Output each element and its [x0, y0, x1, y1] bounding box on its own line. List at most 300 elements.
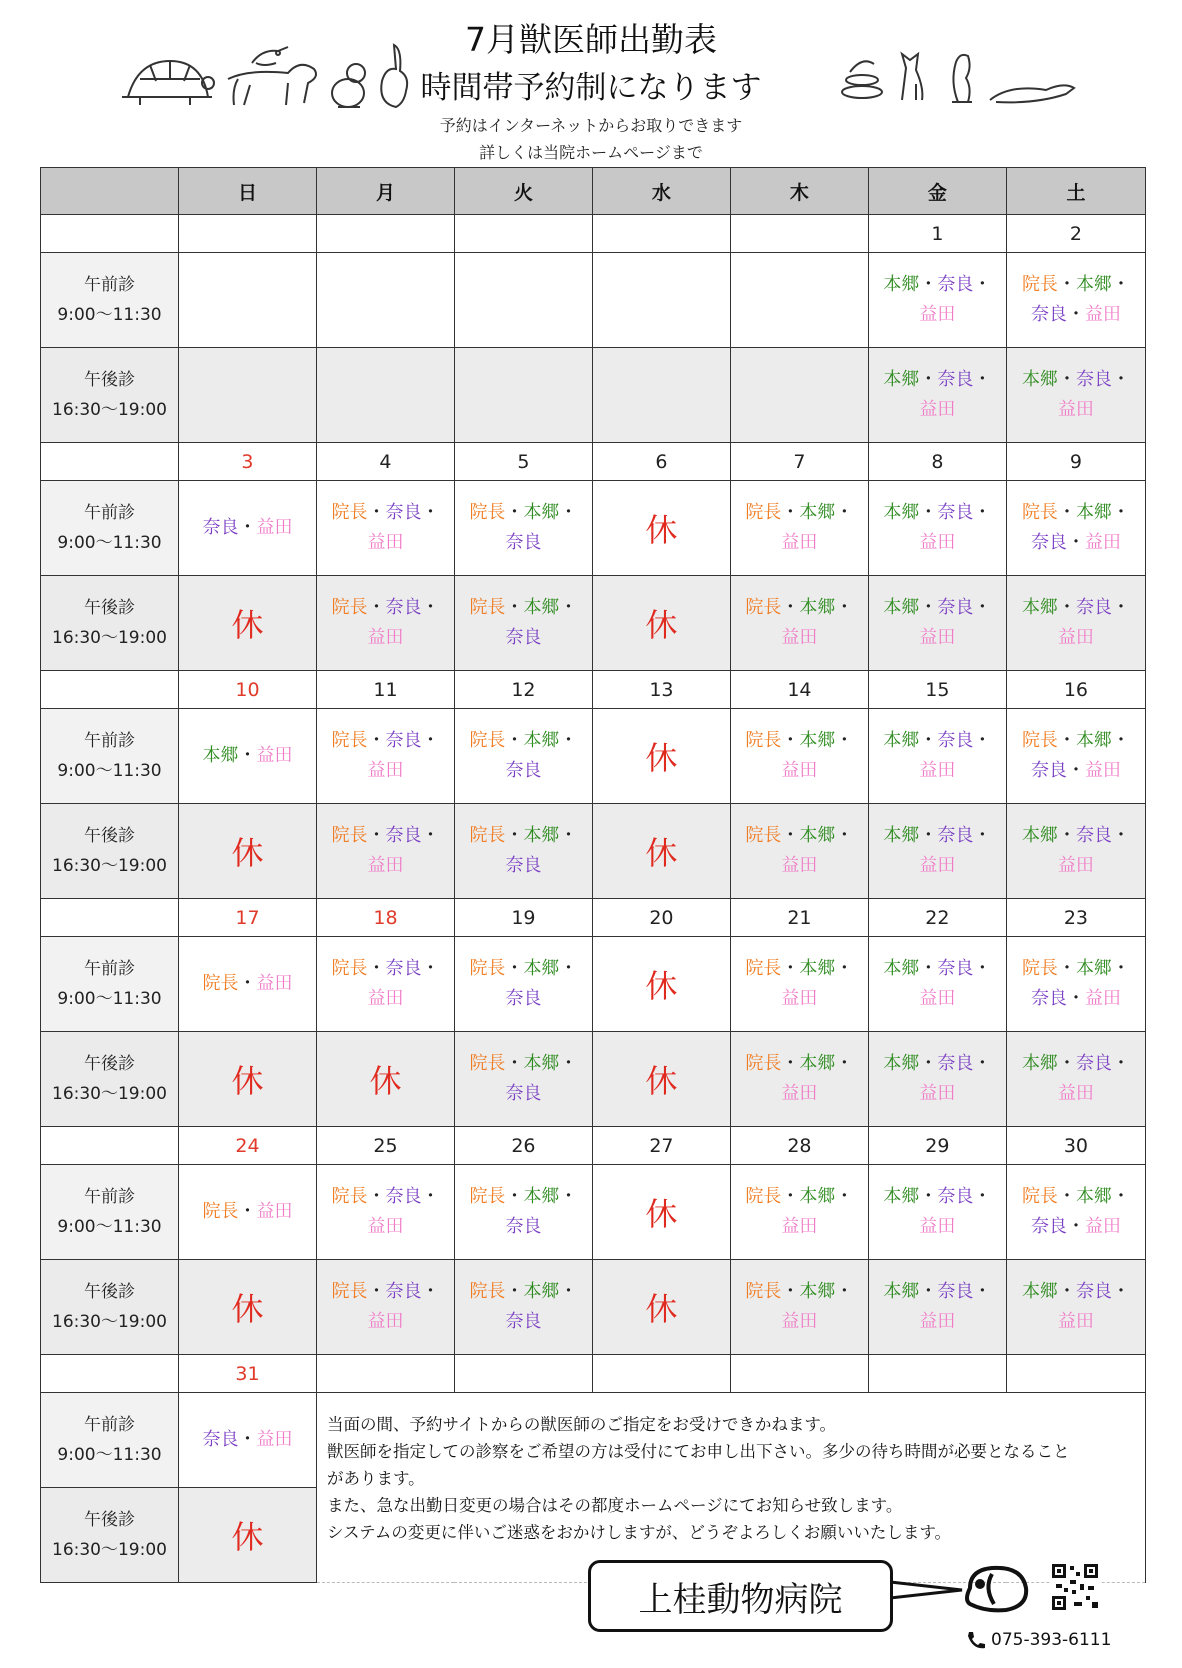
- separator-dot: ・: [559, 825, 578, 846]
- am-session-row: [41, 253, 1146, 348]
- date-cell: [316, 1355, 454, 1393]
- separator-dot: ・: [238, 973, 257, 994]
- pm-session-row: [41, 1032, 1146, 1127]
- separator-dot: ・: [1111, 958, 1130, 979]
- turtle-icon: [122, 61, 214, 105]
- separator-dot: ・: [919, 1281, 938, 1302]
- date-row-label-cell: [41, 671, 179, 709]
- schedule-cell: [868, 1032, 1006, 1127]
- vet-name: 益田: [781, 1216, 818, 1237]
- vet-list: [455, 593, 592, 653]
- vet-name: 院長: [469, 1053, 506, 1074]
- vet-name: 奈良: [937, 730, 974, 751]
- vet-list: [317, 954, 454, 1014]
- date-cell: 16: [1006, 671, 1145, 709]
- separator-dot: ・: [367, 502, 386, 523]
- vet-name: 院長: [202, 973, 239, 994]
- vet-name: 奈良: [937, 1186, 974, 1207]
- separator-dot: ・: [367, 958, 386, 979]
- vet-name: 本郷: [1021, 1281, 1058, 1302]
- date-cell: 21: [730, 899, 868, 937]
- vet-name: 益田: [919, 1216, 956, 1237]
- separator-dot: ・: [421, 597, 440, 618]
- vet-list: [731, 498, 868, 558]
- vet-list: [731, 726, 868, 786]
- closed-mark: 休: [231, 1062, 264, 1100]
- pm-label-text: 午後診: [83, 598, 135, 618]
- vet-name: 院長: [331, 1281, 368, 1302]
- schedule-cell: [316, 937, 454, 1032]
- vet-name: 奈良: [937, 825, 974, 846]
- vet-list: [317, 821, 454, 881]
- date-cell: 14: [730, 671, 868, 709]
- vet-list: [455, 1182, 592, 1242]
- schedule-cell: [316, 481, 454, 576]
- separator-dot: ・: [835, 502, 854, 523]
- schedule-cell: [730, 481, 868, 576]
- vet-list: [731, 821, 868, 881]
- notice-line: 当面の間、予約サイトからの獣医師のご指定をお受けできかねます。: [326, 1415, 836, 1434]
- vet-name: 本郷: [883, 958, 920, 979]
- separator-dot: ・: [973, 502, 992, 523]
- vet-name: 院長: [1021, 730, 1058, 751]
- dog-logo-icon: [960, 1560, 1040, 1620]
- pm-label-text: 午後診: [83, 1282, 135, 1302]
- vet-name: 益田: [1084, 760, 1121, 781]
- vet-list: [1007, 726, 1145, 786]
- separator-dot: ・: [1057, 1281, 1076, 1302]
- vet-name: 益田: [781, 1083, 818, 1104]
- schedule-cell: [454, 253, 592, 348]
- schedule-cell: [592, 937, 730, 1032]
- vet-name: 益田: [256, 517, 293, 538]
- date-cell: 1: [868, 215, 1006, 253]
- closed-mark: 休: [231, 606, 264, 644]
- closed-mark: 休: [645, 1195, 678, 1233]
- pm-session-label: [41, 1488, 179, 1583]
- date-cell: 30: [1006, 1127, 1145, 1165]
- date-cell: [730, 1355, 868, 1393]
- vet-list: [869, 365, 1006, 425]
- date-row: [41, 1355, 1146, 1393]
- pm-session-label: [41, 576, 179, 671]
- notice-line: があります。: [326, 1469, 425, 1488]
- schedule-cell: [592, 804, 730, 899]
- schedule-table: [40, 167, 1146, 1583]
- schedule-cell: [178, 1488, 316, 1583]
- vet-name: 本郷: [883, 274, 920, 295]
- vet-name: 益田: [919, 1083, 956, 1104]
- vet-name: 益田: [367, 988, 404, 1009]
- vet-name: 益田: [1057, 399, 1094, 420]
- vet-name: 奈良: [937, 502, 974, 523]
- date-cell: 12: [454, 671, 592, 709]
- booking-note: 予約はインターネットからお取りできます: [439, 116, 743, 135]
- schedule-cell: [730, 937, 868, 1032]
- date-cell: 7: [730, 443, 868, 481]
- schedule-cell: [316, 348, 454, 443]
- date-row: [41, 1127, 1146, 1165]
- vet-name: 本郷: [523, 730, 560, 751]
- vet-name: 院長: [745, 730, 782, 751]
- phone-contact[interactable]: [965, 1630, 1111, 1650]
- separator-dot: ・: [973, 1186, 992, 1207]
- schedule-cell: [730, 804, 868, 899]
- am-label-text: 午前診: [83, 731, 135, 751]
- schedule-cell: [1006, 804, 1145, 899]
- schedule-cell: [454, 1032, 592, 1127]
- date-cell: 6: [592, 443, 730, 481]
- separator-dot: ・: [919, 1053, 938, 1074]
- date-cell: 28: [730, 1127, 868, 1165]
- separator-dot: ・: [973, 597, 992, 618]
- vet-name: 奈良: [1030, 988, 1067, 1009]
- vet-name: 院長: [745, 958, 782, 979]
- vet-list: [317, 498, 454, 558]
- schedule-cell: [1006, 709, 1145, 804]
- separator-dot: ・: [367, 1186, 386, 1207]
- separator-dot: ・: [973, 958, 992, 979]
- separator-dot: ・: [919, 369, 938, 390]
- weekday-fri: 金: [868, 168, 1006, 215]
- schedule-cell: [454, 348, 592, 443]
- vet-list: [1007, 1049, 1145, 1109]
- vet-name: 奈良: [1075, 369, 1112, 390]
- separator-dot: ・: [505, 730, 524, 751]
- separator-dot: ・: [505, 958, 524, 979]
- closed-mark: 休: [645, 834, 678, 872]
- vet-name: 奈良: [385, 597, 422, 618]
- date-cell: 25: [316, 1127, 454, 1165]
- separator-dot: ・: [781, 825, 800, 846]
- vet-list: [455, 1277, 592, 1337]
- vet-name: 奈良: [385, 502, 422, 523]
- vet-name: 奈良: [505, 1216, 542, 1237]
- date-cell: 4: [316, 443, 454, 481]
- am-time-text: 9:00〜11:30: [57, 533, 162, 553]
- vet-name: 益田: [1057, 1083, 1094, 1104]
- vet-name: 本郷: [523, 825, 560, 846]
- pm-label-text: 午後診: [83, 1510, 135, 1530]
- pm-label-text: 午後診: [83, 826, 135, 846]
- vet-list: [455, 726, 592, 786]
- vet-name: 本郷: [799, 730, 836, 751]
- schedule-cell: [1006, 481, 1145, 576]
- animals-left-illustration: [120, 35, 420, 115]
- pm-time-text: 16:30〜19:00: [52, 628, 167, 648]
- separator-dot: ・: [919, 1186, 938, 1207]
- vet-name: 本郷: [799, 1053, 836, 1074]
- vet-name: 奈良: [1030, 304, 1067, 325]
- vet-name: 奈良: [505, 760, 542, 781]
- separator-dot: ・: [973, 369, 992, 390]
- separator-dot: ・: [367, 730, 386, 751]
- vet-name: 奈良: [202, 1429, 239, 1450]
- vet-list: [317, 1277, 454, 1337]
- vet-name: 本郷: [1021, 597, 1058, 618]
- separator-dot: ・: [835, 1053, 854, 1074]
- vet-name: 奈良: [937, 1281, 974, 1302]
- separator-dot: ・: [781, 1281, 800, 1302]
- ferret-icon: [990, 85, 1074, 102]
- separator-dot: ・: [973, 825, 992, 846]
- vet-name: 本郷: [799, 1281, 836, 1302]
- vet-name: 本郷: [1075, 274, 1112, 295]
- pm-session-row: [41, 348, 1146, 443]
- vet-name: 益田: [367, 627, 404, 648]
- weekday-header-row: [41, 168, 1146, 215]
- separator-dot: ・: [421, 502, 440, 523]
- date-cell: 3: [178, 443, 316, 481]
- separator-dot: ・: [505, 825, 524, 846]
- vet-name: 奈良: [937, 958, 974, 979]
- vet-name: 院長: [331, 958, 368, 979]
- page-header: [0, 0, 1182, 170]
- vet-name: 益田: [1057, 855, 1094, 876]
- schedule-cell: [316, 1032, 454, 1127]
- vet-name: 益田: [919, 760, 956, 781]
- vet-name: 院長: [1021, 1186, 1058, 1207]
- schedule-cell: [868, 253, 1006, 348]
- separator-dot: ・: [1057, 1186, 1076, 1207]
- am-label-text: 午前診: [83, 503, 135, 523]
- am-session-label: [41, 1393, 179, 1488]
- vet-name: 益田: [919, 304, 956, 325]
- schedule-cell: [454, 481, 592, 576]
- am-time-text: 9:00〜11:30: [57, 761, 162, 781]
- separator-dot: ・: [781, 1186, 800, 1207]
- weekday-mon: 月: [316, 168, 454, 215]
- separator-dot: ・: [781, 730, 800, 751]
- vet-name: 益田: [1084, 532, 1121, 553]
- separator-dot: ・: [835, 1186, 854, 1207]
- vet-name: 益田: [1084, 304, 1121, 325]
- separator-dot: ・: [421, 730, 440, 751]
- schedule-cell: [730, 709, 868, 804]
- vet-name: 本郷: [523, 502, 560, 523]
- date-row: [41, 443, 1146, 481]
- date-cell: [454, 1355, 592, 1393]
- vet-name: 奈良: [505, 532, 542, 553]
- closed-mark: 休: [231, 1518, 264, 1556]
- vet-name: 本郷: [523, 1281, 560, 1302]
- separator-dot: ・: [1057, 274, 1076, 295]
- separator-dot: ・: [559, 1053, 578, 1074]
- pm-label-text: 午後診: [83, 370, 135, 390]
- vet-name: 益田: [919, 855, 956, 876]
- vet-name: 益田: [919, 988, 956, 1009]
- vet-name: 益田: [367, 1216, 404, 1237]
- vet-name: 益田: [367, 1311, 404, 1332]
- date-cell: [592, 215, 730, 253]
- pm-time-text: 16:30〜19:00: [52, 400, 167, 420]
- notice-line: 獣医師を指定しての診察をご希望の方は受付にてお申し出下さい。多少の待ち時間が必要となること: [326, 1442, 1070, 1461]
- schedule-cell: [592, 1260, 730, 1355]
- pm-label-text: 午後診: [83, 1054, 135, 1074]
- vet-name: 院長: [202, 1201, 239, 1222]
- separator-dot: ・: [781, 958, 800, 979]
- separator-dot: ・: [1111, 1186, 1130, 1207]
- schedule-cell: [178, 804, 316, 899]
- weekday-wed: 水: [592, 168, 730, 215]
- vet-name: 奈良: [505, 627, 542, 648]
- pm-session-row: [41, 1260, 1146, 1355]
- vet-name: 本郷: [883, 825, 920, 846]
- qr-code-icon[interactable]: [1050, 1562, 1100, 1612]
- separator-dot: ・: [421, 825, 440, 846]
- vet-list: [1007, 365, 1145, 425]
- separator-dot: ・: [559, 597, 578, 618]
- schedule-cell: [592, 348, 730, 443]
- pm-session-label: [41, 804, 179, 899]
- separator-dot: ・: [505, 1186, 524, 1207]
- separator-dot: ・: [559, 958, 578, 979]
- am-session-label: [41, 253, 179, 348]
- date-cell: 23: [1006, 899, 1145, 937]
- vet-name: 本郷: [799, 597, 836, 618]
- vet-name: 奈良: [505, 988, 542, 1009]
- vet-name: 本郷: [883, 730, 920, 751]
- separator-dot: ・: [973, 274, 992, 295]
- vet-name: 益田: [1084, 988, 1121, 1009]
- closed-mark: 休: [369, 1062, 402, 1100]
- schedule-cell: [592, 481, 730, 576]
- meerkat-icon: [952, 55, 972, 102]
- separator-dot: ・: [1066, 988, 1085, 1009]
- hamster-icon: [332, 64, 365, 107]
- am-label-text: 午前診: [83, 959, 135, 979]
- phone-number: 075-393-6111: [991, 1630, 1112, 1650]
- date-cell: 17: [178, 899, 316, 937]
- schedule-cell: [316, 709, 454, 804]
- separator-dot: ・: [1066, 1216, 1085, 1237]
- schedule-cell: [1006, 1032, 1145, 1127]
- vet-name: 本郷: [883, 597, 920, 618]
- vet-name: 益田: [781, 988, 818, 1009]
- vet-name: 本郷: [799, 825, 836, 846]
- separator-dot: ・: [1066, 760, 1085, 781]
- schedule-cell: [1006, 576, 1145, 671]
- vet-list: [869, 1182, 1006, 1242]
- date-row: [41, 215, 1146, 253]
- vet-name: 益田: [367, 855, 404, 876]
- separator-dot: ・: [781, 597, 800, 618]
- schedule-cell: [1006, 1260, 1145, 1355]
- separator-dot: ・: [238, 517, 257, 538]
- separator-dot: ・: [781, 502, 800, 523]
- vet-name: 益田: [781, 855, 818, 876]
- am-session-label: [41, 937, 179, 1032]
- am-label-text: 午前診: [83, 1187, 135, 1207]
- vet-list: [731, 954, 868, 1014]
- vet-name: 益田: [781, 627, 818, 648]
- schedule-cell: [454, 937, 592, 1032]
- separator-dot: ・: [367, 825, 386, 846]
- separator-dot: ・: [1066, 532, 1085, 553]
- vet-name: 本郷: [883, 369, 920, 390]
- vet-name: 益田: [919, 399, 956, 420]
- am-time-text: 9:00〜11:30: [57, 305, 162, 325]
- vet-name: 院長: [331, 825, 368, 846]
- date-cell: 19: [454, 899, 592, 937]
- vet-name: 本郷: [202, 745, 239, 766]
- vet-name: 益田: [781, 532, 818, 553]
- date-row-label-cell: [41, 1355, 179, 1393]
- am-time-text: 9:00〜11:30: [57, 989, 162, 1009]
- date-cell: [868, 1355, 1006, 1393]
- vet-name: 本郷: [523, 958, 560, 979]
- vet-list: [179, 1197, 316, 1227]
- schedule-cell: [454, 804, 592, 899]
- cat-icon: [902, 54, 922, 100]
- schedule-cell: [178, 709, 316, 804]
- vet-name: 院長: [1021, 502, 1058, 523]
- snake-icon: [842, 61, 882, 98]
- date-row-label-cell: [41, 899, 179, 937]
- vet-name: 本郷: [883, 1186, 920, 1207]
- schedule-cell: [178, 1260, 316, 1355]
- schedule-cell: [868, 1260, 1006, 1355]
- schedule-cell: [178, 937, 316, 1032]
- vet-name: 益田: [919, 1311, 956, 1332]
- schedule-cell: [730, 1165, 868, 1260]
- date-row: [41, 899, 1146, 937]
- vet-name: 奈良: [385, 1281, 422, 1302]
- separator-dot: ・: [559, 1281, 578, 1302]
- vet-name: 益田: [919, 627, 956, 648]
- weekday-sun: 日: [178, 168, 316, 215]
- vet-name: 益田: [919, 532, 956, 553]
- vet-list: [869, 726, 1006, 786]
- schedule-cell: [592, 253, 730, 348]
- schedule-cell: [1006, 937, 1145, 1032]
- date-cell: 29: [868, 1127, 1006, 1165]
- vet-name: 本郷: [523, 597, 560, 618]
- separator-dot: ・: [559, 1186, 578, 1207]
- separator-dot: ・: [1111, 274, 1130, 295]
- vet-list: [869, 498, 1006, 558]
- date-cell: 10: [178, 671, 316, 709]
- vet-name: 奈良: [385, 730, 422, 751]
- date-row-label-cell: [41, 215, 179, 253]
- schedule-cell: [316, 804, 454, 899]
- vet-name: 本郷: [1075, 1186, 1112, 1207]
- separator-dot: ・: [367, 1281, 386, 1302]
- date-row-label-cell: [41, 443, 179, 481]
- separator-dot: ・: [1057, 369, 1076, 390]
- vet-name: 奈良: [385, 1186, 422, 1207]
- vet-list: [1007, 1277, 1145, 1337]
- schedule-cell: [178, 576, 316, 671]
- schedule-cell: [1006, 253, 1145, 348]
- schedule-cell: [178, 253, 316, 348]
- notice-line: システムの変更に伴いご迷惑をおかけしますが、どうぞよろしくお願いいたします。: [326, 1523, 951, 1542]
- separator-dot: ・: [559, 502, 578, 523]
- date-cell: [592, 1355, 730, 1393]
- schedule-cell: [178, 1032, 316, 1127]
- schedule-cell: [1006, 348, 1145, 443]
- separator-dot: ・: [919, 274, 938, 295]
- vet-list: [1007, 498, 1145, 558]
- date-row: [41, 671, 1146, 709]
- separator-dot: ・: [1111, 502, 1130, 523]
- vet-name: 本郷: [1075, 958, 1112, 979]
- vet-name: 院長: [469, 958, 506, 979]
- pm-time-text: 16:30〜19:00: [52, 1084, 167, 1104]
- am-session-row: [41, 481, 1146, 576]
- schedule-cell: [730, 1032, 868, 1127]
- vet-name: 院長: [469, 1186, 506, 1207]
